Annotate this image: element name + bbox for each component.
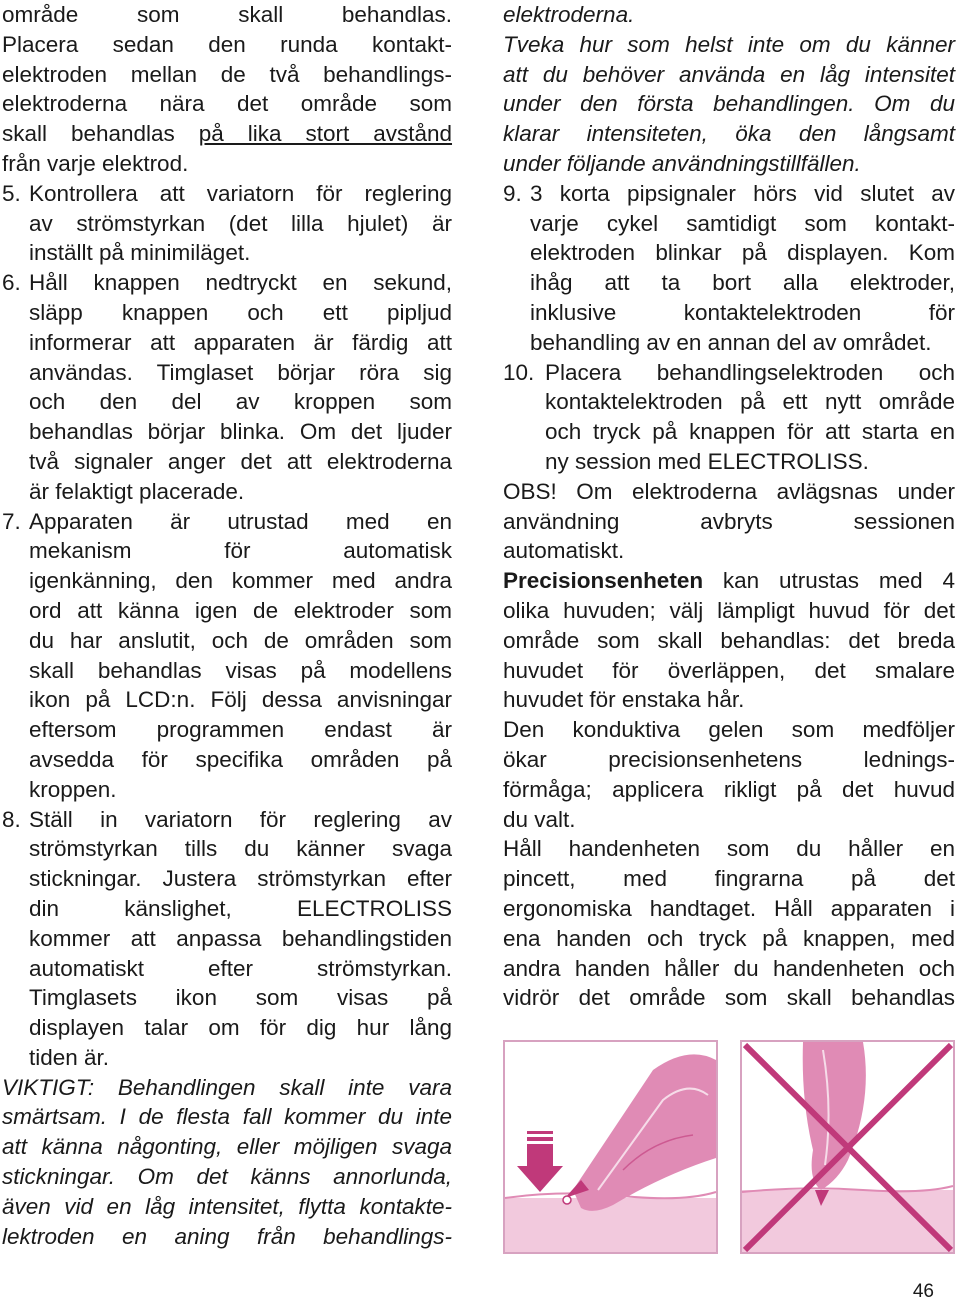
item-line: Apparaten är utrustad med en <box>29 508 452 534</box>
item-line: du har anslutit, och de områden som <box>29 627 452 653</box>
item-line: automatiskt efter strömstyrkan. <box>29 955 452 981</box>
item-line: Håll knappen nedtryckt en sekund, <box>29 270 452 296</box>
item-line: displayen talar om för dig hur lång <box>29 1015 452 1041</box>
item-line: Kontrollera att variatorn för reglering <box>29 180 452 206</box>
panel-correct-usage <box>504 1041 717 1253</box>
underlined-text: på lika stort avstånd <box>198 121 453 147</box>
note-line: elektroderna. <box>503 2 635 27</box>
intro-line <box>2 119 452 149</box>
intro-line: Placera sedan den runda kontakt- <box>2 31 452 57</box>
intro-line: från varje elektrod. <box>2 150 189 176</box>
item-line: tiden är. <box>29 1044 110 1070</box>
hold-line: vidrör det område som skall behandlas <box>503 985 955 1011</box>
note-line: att känna någonting, eller möjligen svaga <box>2 1134 452 1160</box>
item-line: inställt på minimiläget. <box>29 240 251 266</box>
intro-line: område som skall behandlas. <box>2 2 452 27</box>
obs-paragraph <box>503 477 955 566</box>
item-line: två signaler anger det att elektroderna <box>29 448 452 474</box>
hold-line: ergonomiska handtaget. Håll apparaten i <box>503 895 955 921</box>
item-line: eftersom programmen endast är <box>29 717 452 743</box>
item-number: 10. <box>503 359 535 385</box>
precision-line: huvudet för enstaka hår. <box>503 687 745 713</box>
item-line: och tryck på knappen för att starta en <box>545 419 955 445</box>
item-line: 3 korta pipsignaler hörs vid slutet av <box>530 180 955 206</box>
important-note <box>2 1073 452 1252</box>
list-item-10 <box>503 358 955 477</box>
obs-line: användning avbryts sessionen <box>503 508 955 534</box>
item-line: ihåg att ta bort alla elektroder, <box>530 270 955 296</box>
item-number: 6. <box>2 270 21 296</box>
usage-illustration <box>503 1040 956 1254</box>
item-line: ord att känna igen de elektroder som <box>29 597 452 623</box>
page-number: 46 <box>912 1281 934 1302</box>
right-column <box>503 0 955 1013</box>
precision-paragraph <box>503 566 955 715</box>
note-line: stickningar. Om det känns annorlunda, <box>2 1164 452 1190</box>
list-item-5 <box>2 179 452 268</box>
item-number: 7. <box>2 508 21 534</box>
hold-paragraph <box>503 834 955 1013</box>
hold-line: Håll handenheten som du håller en <box>503 836 955 862</box>
item-line: Timglasets ikon som visas på <box>29 985 452 1011</box>
precision-text: kan utrustas med 4 <box>703 568 955 594</box>
note-line: Tveka hur som helst inte om du känner <box>503 31 955 57</box>
intro-line: elektroderna nära det område som <box>2 91 452 117</box>
precision-line: huvudet för överläppen, det smalare <box>503 657 955 683</box>
precision-line: olika huvuden; välj lämpligt huvud för det <box>503 597 955 623</box>
note-line: under den första behandlingen. Om du <box>503 91 955 117</box>
item-line: kontaktelektroden på ett nytt område <box>545 389 955 415</box>
item-line: kroppen. <box>29 776 117 802</box>
list-item-7 <box>2 507 452 805</box>
item-line: ikon på LCD:n. Följ dessa anvisningar <box>29 687 452 713</box>
gel-line: ökar precisionsenhetens lednings- <box>503 746 955 772</box>
precision-line: område som skall behandlas: det breda <box>503 627 955 653</box>
item-line: inklusive kontaktelektroden för <box>530 299 955 325</box>
left-column <box>2 0 452 1251</box>
item-line: av strömstyrkan (det lilla hjulet) är <box>29 210 452 236</box>
item-line: behandling av en annan del av området. <box>530 329 932 355</box>
item-line: behandlas börjar blinka. Om det ljuder <box>29 419 452 445</box>
item-line: är felaktigt placerade. <box>29 478 245 504</box>
gel-line: du valt. <box>503 806 576 832</box>
list-item-6 <box>2 268 452 506</box>
precision-line <box>503 566 955 596</box>
item-line: mekanism för automatisk <box>29 538 452 564</box>
item-line: användas. Timglaset börjar röra sig <box>29 359 452 385</box>
note-line: klarar intensiteten, öka den långsamt <box>503 121 955 147</box>
item-line: Ställ in variatorn för reglering av <box>29 806 452 832</box>
item-number: 9. <box>503 180 522 206</box>
hold-line: ena handen och tryck på knappen, med <box>503 925 955 951</box>
item-line: strömstyrkan tills du känner svaga <box>29 836 452 862</box>
gel-line: förmåga; applicera rikligt på det huvud <box>503 776 955 802</box>
note-line: smärtsam. I de flesta fall kommer du inte <box>2 1104 452 1130</box>
list-item-8 <box>2 805 452 1073</box>
note-line: även vid en låg intensitet, flytta kontakte- <box>2 1193 452 1219</box>
intro-text: skall behandlas <box>2 121 199 147</box>
panel-incorrect-usage <box>741 1041 954 1253</box>
item-line: Placera behandlingselektroden och <box>545 359 955 385</box>
item-line: släpp knappen och ett pipljud <box>29 299 452 325</box>
item-line: elektroden blinkar på displayen. Kom <box>530 240 955 266</box>
item-line: avsedda för specifika områden på <box>29 746 452 772</box>
item-line: och den del av kroppen som <box>29 389 452 415</box>
item-line: kommer att anpassa behandlingstiden <box>29 925 452 951</box>
note-line: att du behöver använda en låg intensitet <box>503 61 955 87</box>
item-number: 8. <box>2 806 21 832</box>
obs-line: OBS! Om elektroderna avlägsnas under <box>503 478 955 504</box>
item-line: stickningar. Justera strömstyrkan efter <box>29 866 452 892</box>
note-line: lektroden en aning från behandlings- <box>2 1223 452 1249</box>
item-line: skall behandlas visas på modellens <box>29 657 452 683</box>
hold-line: andra handen håller du handenheten och <box>503 955 955 981</box>
important-note-continued <box>503 0 955 179</box>
item-number: 5. <box>2 180 21 206</box>
gel-line: Den konduktiva gelen som medföljer <box>503 717 955 743</box>
item-line: ny session med ELECTROLISS. <box>545 448 869 474</box>
item-line: varje cykel samtidigt som kontakt- <box>530 210 955 236</box>
precision-heading: Precisionsenheten <box>503 568 704 594</box>
list-item-9 <box>503 179 955 358</box>
hold-line: pincett, med fingrarna på det <box>503 866 955 892</box>
intro-line: elektroden mellan de två behandlings- <box>2 61 452 87</box>
item-line: din känslighet, ELECTROLISS <box>29 895 452 921</box>
gel-paragraph <box>503 715 955 834</box>
note-line: under följande användningstillfällen. <box>503 150 861 176</box>
item-line: informerar att apparaten är färdig att <box>29 329 452 355</box>
item-line: igenkänning, den kommer med andra <box>29 568 452 594</box>
note-line: VIKTIGT: Behandlingen skall inte vara <box>2 1074 452 1100</box>
obs-line: automatiskt. <box>503 538 625 564</box>
